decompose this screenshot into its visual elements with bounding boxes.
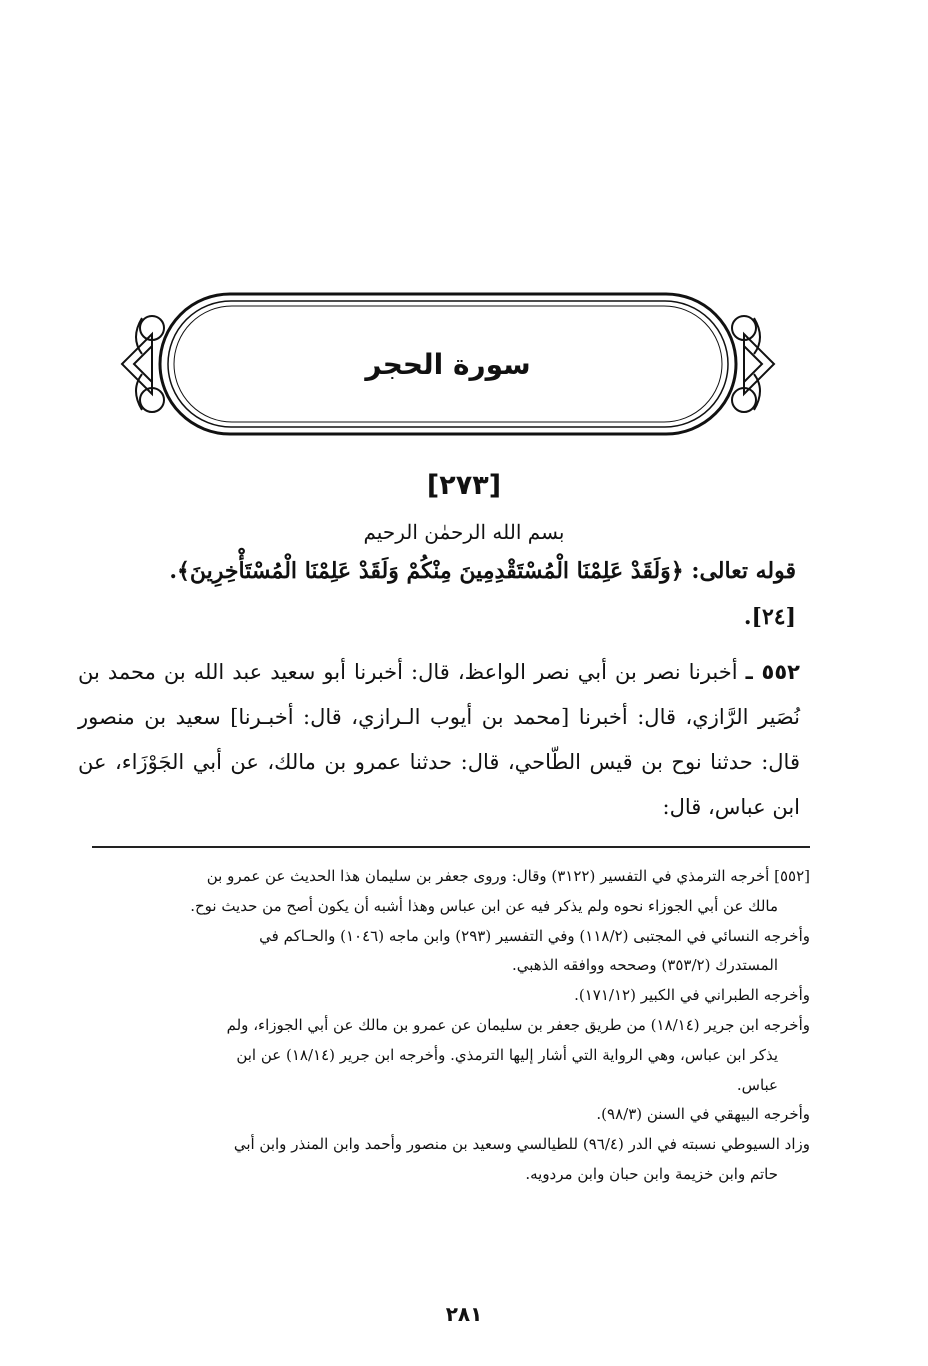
footnote-line: وأخرجه النسائي في المجتبى (١١٨/٢) وفي التفسير (٢٩٣) وابن ماجه (١٠٤٦) والحـاكم في [259,926,810,945]
footnote-entry [88,862,810,922]
footnote-entry [88,1130,810,1190]
footnote-line: وأخرجه الطبراني في الكبير (١٧١/١٢). [574,986,810,1005]
footnote-line: وأخرجه البيهقي في السنن (٩٨/٣). [596,1105,810,1124]
footnote-line: عباس. [736,1075,778,1094]
basmala: بسم الله الرحمٰن الرحيم [363,520,565,544]
surah-title: سورة الحجر [365,347,531,381]
footnote-line: وأخرجه ابن جرير (١٨/١٤) من طريق جعفر بن سليمان عن عمرو بن مالك عن أبي الجوزاء، ولم [226,1015,810,1034]
page-number: ٢٨١ [445,1302,483,1326]
footnote-divider [92,846,810,848]
footnote-entry [88,1011,810,1100]
section-number: [٢٧٣] [426,470,502,501]
footnote-line: [٥٥٢] أخرجه الترمذي في التفسير (٣١٢٢) وقال: وروى جعفر بن سليمان هذا الحديث عن عمرو بن [206,867,810,885]
footnote-line: حاتم وابن خزيمة وابن حبان وابن مردويه. [525,1164,778,1183]
hadith-number: ٥٥٢ ـ [745,660,800,684]
surah-title-frame [112,288,784,440]
hadith-text-block [78,650,800,830]
verse-intro: قوله تعالى: ﴿وَلَقَدْ عَلِمْنَا الْمُسْتَقْدِمِينَ مِنْكُمْ وَلَقَدْ عَلِمْنَا الْمُسْتَأْخِرِينَ﴾. [169,558,796,584]
footnote-line: مالك عن أبي الجوزاء نحوه ولم يذكر فيه عن ابن عباس وهذا أشبه أن يكون أصح من حديث نوح. [190,896,778,915]
footnote-line: المستدرك (٣٥٣/٢) وصححه ووافقه الذهبي. [511,956,778,975]
hadith-text: أخبرنا نصر بن أبي نصر الواعظ، قال: أخبرنا أبو سعيد عبد الله بن محمد بن نُصَير الرَّازي، قال: أخبرنا [محمد بن أيوب الـرازي، قال: أخبـرنا] سعيد بن منصور قال: حدثنا نوح بن قيس الطّاحي، قال: حدثنا عمرو بن مالك، عن أبي الجَوْزَاء، عن ابن عباس، قال: [78,660,800,819]
footnote-line: وزاد السيوطي نسبته في الدر (٩٦/٤) للطيالسي وسعيد بن منصور وأحمد وابن المنذر وابن أبي [233,1135,810,1154]
verse-reference: [٢٤]. [743,604,796,630]
footnote-entry [88,922,810,982]
footnote-line: يذكر ابن عباس، وهي الرواية التي أشار إليها الترمذي. وأخرجه ابن جرير (١٨/١٤) عن ابن [236,1045,778,1064]
footnote-entry [88,1100,810,1130]
footnotes [88,862,810,1190]
footnote-entry [88,981,810,1011]
